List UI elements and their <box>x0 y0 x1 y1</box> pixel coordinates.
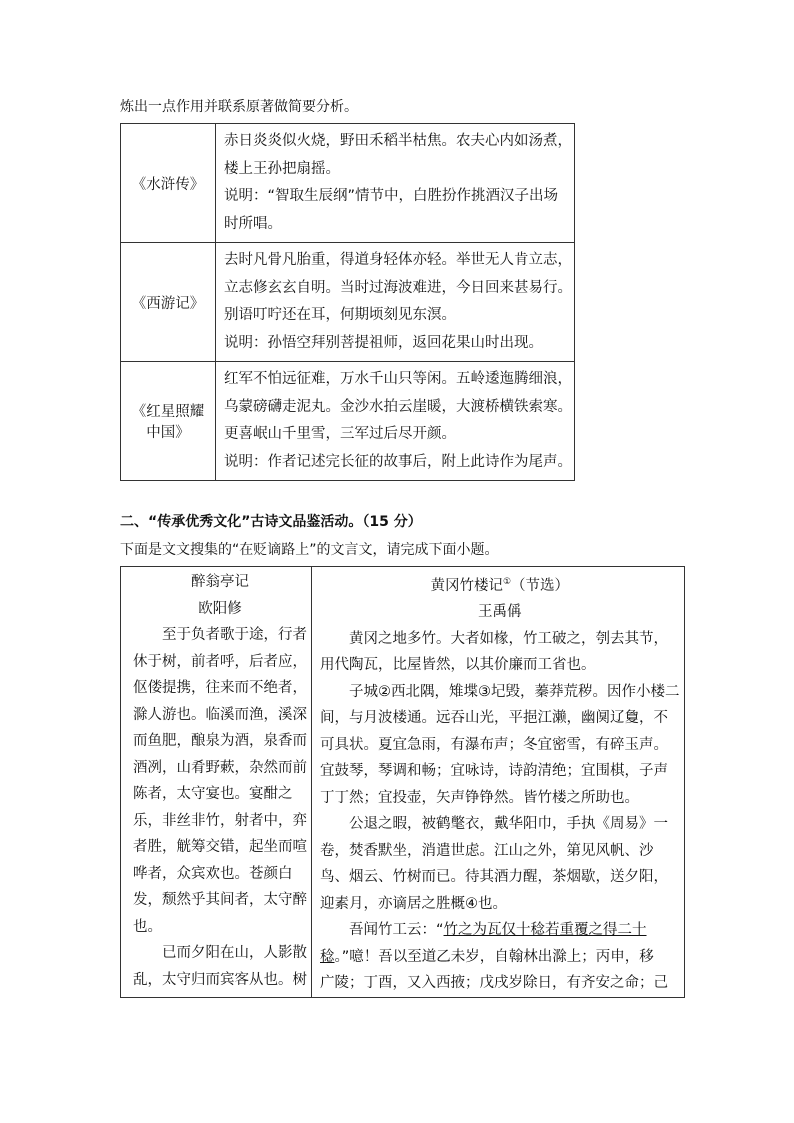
text-line: 子城②西北隅，雉堞③圮毁，蓁莽荒秽。因作小楼二 <box>349 683 680 700</box>
text-author: 王禹偁 <box>478 604 522 621</box>
text-line: 公退之暇，被鹤氅衣，戴华阳巾，手执《周易》一 <box>349 816 668 833</box>
text-line: 用代陶瓦，比屋皆然，以其价廉而工省也。 <box>320 657 596 674</box>
text-line: 而鱼肥，酿泉为酒，泉香而 <box>133 733 307 749</box>
text-line: 卷，焚香默坐，消遣世虑。江山之外，第见风帆、沙 <box>320 842 654 859</box>
text-line: 可具状。夏宜急雨，有瀑布声；冬宜密雪，有碎玉声。 <box>320 736 668 753</box>
poem-line: 赤日炎炎似火烧，野田禾稻半枯焦。农夫心内如汤煮， <box>224 133 572 149</box>
text-line: 滁人游也。临溪而渔，溪深 <box>133 706 307 723</box>
text-line: 间，与月波楼通。远吞山光，平挹江濑，幽阒辽敻，不 <box>320 710 668 727</box>
text-line: 发，颓然乎其间者，太守醉 <box>133 892 307 908</box>
work-name-xiyou: 《西游记》 <box>121 243 216 362</box>
work-name-shuihu: 《水浒传》 <box>121 124 216 243</box>
note-line: 时所唱。 <box>224 215 282 232</box>
right-text-cell <box>312 567 685 998</box>
text-title: 黄冈竹楼记①（节选） <box>430 577 570 594</box>
text-line: 黄冈之地多竹。大者如椽，竹工破之，刳去其节， <box>349 630 668 647</box>
intro-text: 炼出一点作用并联系原著做简要分析。 <box>120 99 358 115</box>
poem-line: 更喜岷山千里雪，三军过后尽开颜。 <box>224 426 456 442</box>
text-line: 丁丁然；宜投壶，矢声铮铮然。皆竹楼之所助也。 <box>320 789 639 806</box>
text-line: 者胜，觥筹交错，起坐而喧 <box>133 839 307 855</box>
left-text-cell <box>121 567 312 998</box>
text-line: 酒冽，山肴野蔌，杂然而前 <box>133 759 307 776</box>
text-line: 休于树，前者呼，后者应， <box>133 653 307 670</box>
section-heading: 二、“传承优秀文化”古诗文品鉴活动。（15 分） <box>120 514 422 530</box>
poem-line: 立志修玄玄自明。当时过海波难进，今日回来甚易行。 <box>224 279 572 296</box>
poem-line: 去时凡骨凡胎重，得道身轻体亦轻。举世无人肯立志， <box>224 252 572 268</box>
poem-line: 红军不怕远征难，万水千山只等闲。五岭逶迤腾细浪， <box>224 371 572 387</box>
poem-line: 楼上王孙把扇摇。 <box>224 160 340 177</box>
underlined-sentence: 竹之为瓦仅十稔若重覆之得二十 <box>443 922 647 939</box>
underlined-sentence: 稔 <box>320 948 335 965</box>
text-line: 鸟、烟云、竹树而已。待其酒力醒，茶烟歇，送夕阳， <box>320 869 668 886</box>
text-line: 陈者，太守宴也。宴酣之 <box>133 786 293 802</box>
text-title: 醉翁亭记 <box>191 574 249 590</box>
text-line: 也。 <box>133 918 162 935</box>
text-line: 迎素月，亦谪居之胜概④也。 <box>320 895 507 912</box>
text-line: 哗者，众宾欢也。苍颜白 <box>133 865 293 882</box>
footnote-marker: ① <box>502 577 512 587</box>
text-line: 伛偻提携，往来而不绝者， <box>133 680 307 696</box>
note-line: 说明：“智取生辰纲”情节中，白胜扮作挑酒汉子出场 <box>224 188 559 204</box>
table-row <box>121 362 575 481</box>
text-line: 稔。”噫！吾以至道乙未岁，自翰林出滁上；丙申，移 <box>320 948 654 965</box>
section-intro: 下面是文文搜集的“在贬谪路上”的文言文，请完成下面小题。 <box>120 542 499 558</box>
table-row <box>121 124 575 243</box>
text-line: 吾闻竹工云：“竹之为瓦仅十稔若重覆之得二十 <box>349 922 647 939</box>
text-line: 宜鼓琴，琴调和畅；宜咏诗，诗韵清绝；宜围棋，子声 <box>320 763 668 780</box>
text-line: 乱，太守归而宾客从也。树 <box>133 971 307 988</box>
text-line: 乐，非丝非竹，射者中，弈 <box>133 812 307 829</box>
works-table <box>120 123 575 481</box>
poem-line: 乌蒙磅礴走泥丸。金沙水拍云崖暖，大渡桥横铁索寒。 <box>224 398 572 415</box>
work-name-hongxing: 《红星照耀 中国》 <box>121 362 216 481</box>
note-line: 说明：作者记述完长征的故事后，附上此诗作为尾声。 <box>224 453 572 470</box>
poem-line: 别语叮咛还在耳，何期顷刻见东溟。 <box>224 307 456 323</box>
table-row <box>121 243 575 362</box>
text-line: 至于负者歌于途，行者 <box>162 627 307 643</box>
text-line: 已而夕阳在山，人影散 <box>162 945 307 961</box>
text-author: 欧阳修 <box>198 600 242 617</box>
text-line: 广陵；丁酉，又入西掖；戊戌岁除日，有齐安之命；己 <box>320 975 668 992</box>
texts-table <box>120 566 685 998</box>
note-line: 说明：孙悟空拜别菩提祖师，返回花果山时出现。 <box>224 334 543 351</box>
